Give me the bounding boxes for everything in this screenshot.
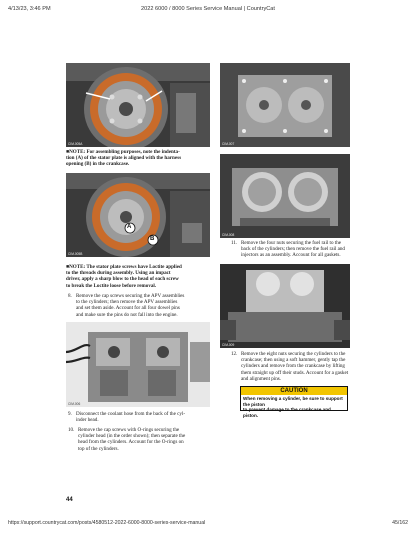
step-body (76, 411, 216, 423)
step-line: injectors as an assembly. Account for all gaskets. (241, 252, 341, 259)
caution-body (241, 395, 347, 419)
step-12 (231, 351, 353, 383)
step-body (241, 240, 353, 259)
note-line: driver, apply a sharp blow to the head of each screw (66, 276, 179, 283)
photo-code: CIM-008 (222, 233, 235, 237)
step-body (241, 351, 353, 382)
step-number: 8. (68, 293, 72, 299)
cylinder-head-graphic (220, 63, 350, 147)
photo-cylinders-removal (220, 264, 350, 348)
photo-stator-plate-callouts (66, 173, 210, 257)
step-line: Disconnect the coolant hose from the back of the cyl- (76, 411, 186, 417)
note-line: to break the Loctite loose before removal. (66, 282, 157, 289)
step-number: 10. (68, 427, 75, 433)
step-line: to the cylinders; then remove the APV assemblies (76, 299, 178, 306)
stator-photo-2-graphic (66, 173, 210, 257)
photo-code: CIM-007 (222, 142, 235, 146)
step-8 (68, 293, 216, 319)
stator-photo-1-graphic (66, 63, 210, 147)
step-line: and alignment pins. (241, 375, 282, 382)
step-line: Remove the four nuts securing the fuel rail to the (241, 240, 342, 246)
note-line: tion (A) of the stator plate is aligned with the harness (66, 155, 182, 162)
caution-line: When removing a cylinder, be sure to support the piston (243, 396, 343, 407)
step-line: back of the cylinders; then remove the fuel rail and (241, 246, 345, 253)
step-line: inder head. (76, 417, 99, 424)
step-line: Remove the cap screws securing the APV assemblies (76, 293, 185, 299)
step-line: and make sure the pins do not fall into the engine. (76, 311, 178, 318)
step-body (78, 427, 216, 452)
step-line: crankcase; then using a soft hammer, gently tap the (241, 357, 346, 364)
caution-line: to prevent damage to the crankcase and piston. (243, 407, 331, 418)
photo-cylinder-head (220, 63, 350, 147)
note-loctite (66, 264, 214, 289)
cylinder-removal-graphic (220, 264, 350, 348)
callout-b: B (150, 236, 155, 242)
caution-box (240, 386, 348, 418)
step-10 (68, 427, 216, 453)
print-footer (8, 520, 408, 530)
step-number: 11. (231, 240, 238, 246)
print-url: https://support.countrycat.com/posts/4580512-2022-6000-8000-series-service-manual (8, 520, 206, 526)
step-line: Remove the cap screws with O-rings securing the (78, 427, 180, 433)
cylinders-graphic (220, 154, 350, 238)
note-line: ■NOTE: The stator plate screws have Loctite applied (66, 264, 182, 270)
note-line: ■NOTE: For assembling purposes, note the indenta- (66, 149, 180, 155)
photo-code: CIM-005B (68, 252, 83, 256)
photo-cylinders-fuel-rail (220, 154, 350, 238)
step-number: 12. (231, 351, 238, 357)
callout-a: A (127, 224, 132, 230)
note-stator-alignment (66, 149, 214, 168)
photo-code: CIM-009 (222, 343, 235, 347)
step-body (76, 293, 216, 318)
page-number: 44 (66, 497, 73, 503)
note-line: to the threads during assembly. Using an impact (66, 270, 171, 277)
step-line: them straight up off their studs. Account for a gasket (241, 369, 349, 376)
print-title: 2022 6000 / 8000 Series Service Manual | CountryCat (141, 6, 275, 12)
apv-photo-graphic (66, 322, 210, 407)
step-line: top of the cylinders. (78, 445, 119, 452)
step-line: head from the cylinders. Account for the O-rings on (78, 439, 184, 446)
photo-apv-assemblies (66, 322, 210, 407)
note-line: opening (B) in the crankcase. (66, 161, 130, 168)
photo-stator-plate-indentation (66, 63, 210, 147)
step-line: and set them aside. Account for all four dowel pins (76, 305, 180, 312)
step-number: 9. (68, 411, 72, 417)
step-line: cylinder head (in the order shown); then separate the (78, 433, 186, 440)
step-11 (231, 240, 353, 260)
photo-code: CIM-006 (68, 402, 81, 406)
print-header (8, 6, 408, 16)
step-line: cylinders and remove from the crankcase by lifting (241, 363, 345, 370)
print-datetime: 4/13/23, 3:46 PM (8, 6, 51, 12)
caution-title: CAUTION (241, 387, 347, 395)
step-line: Remove the eight nuts securing the cylinders to the (241, 351, 346, 357)
step-9 (68, 411, 216, 424)
photo-code: CIM-005A (68, 142, 83, 146)
print-page-counter: 45/162 (392, 520, 408, 526)
